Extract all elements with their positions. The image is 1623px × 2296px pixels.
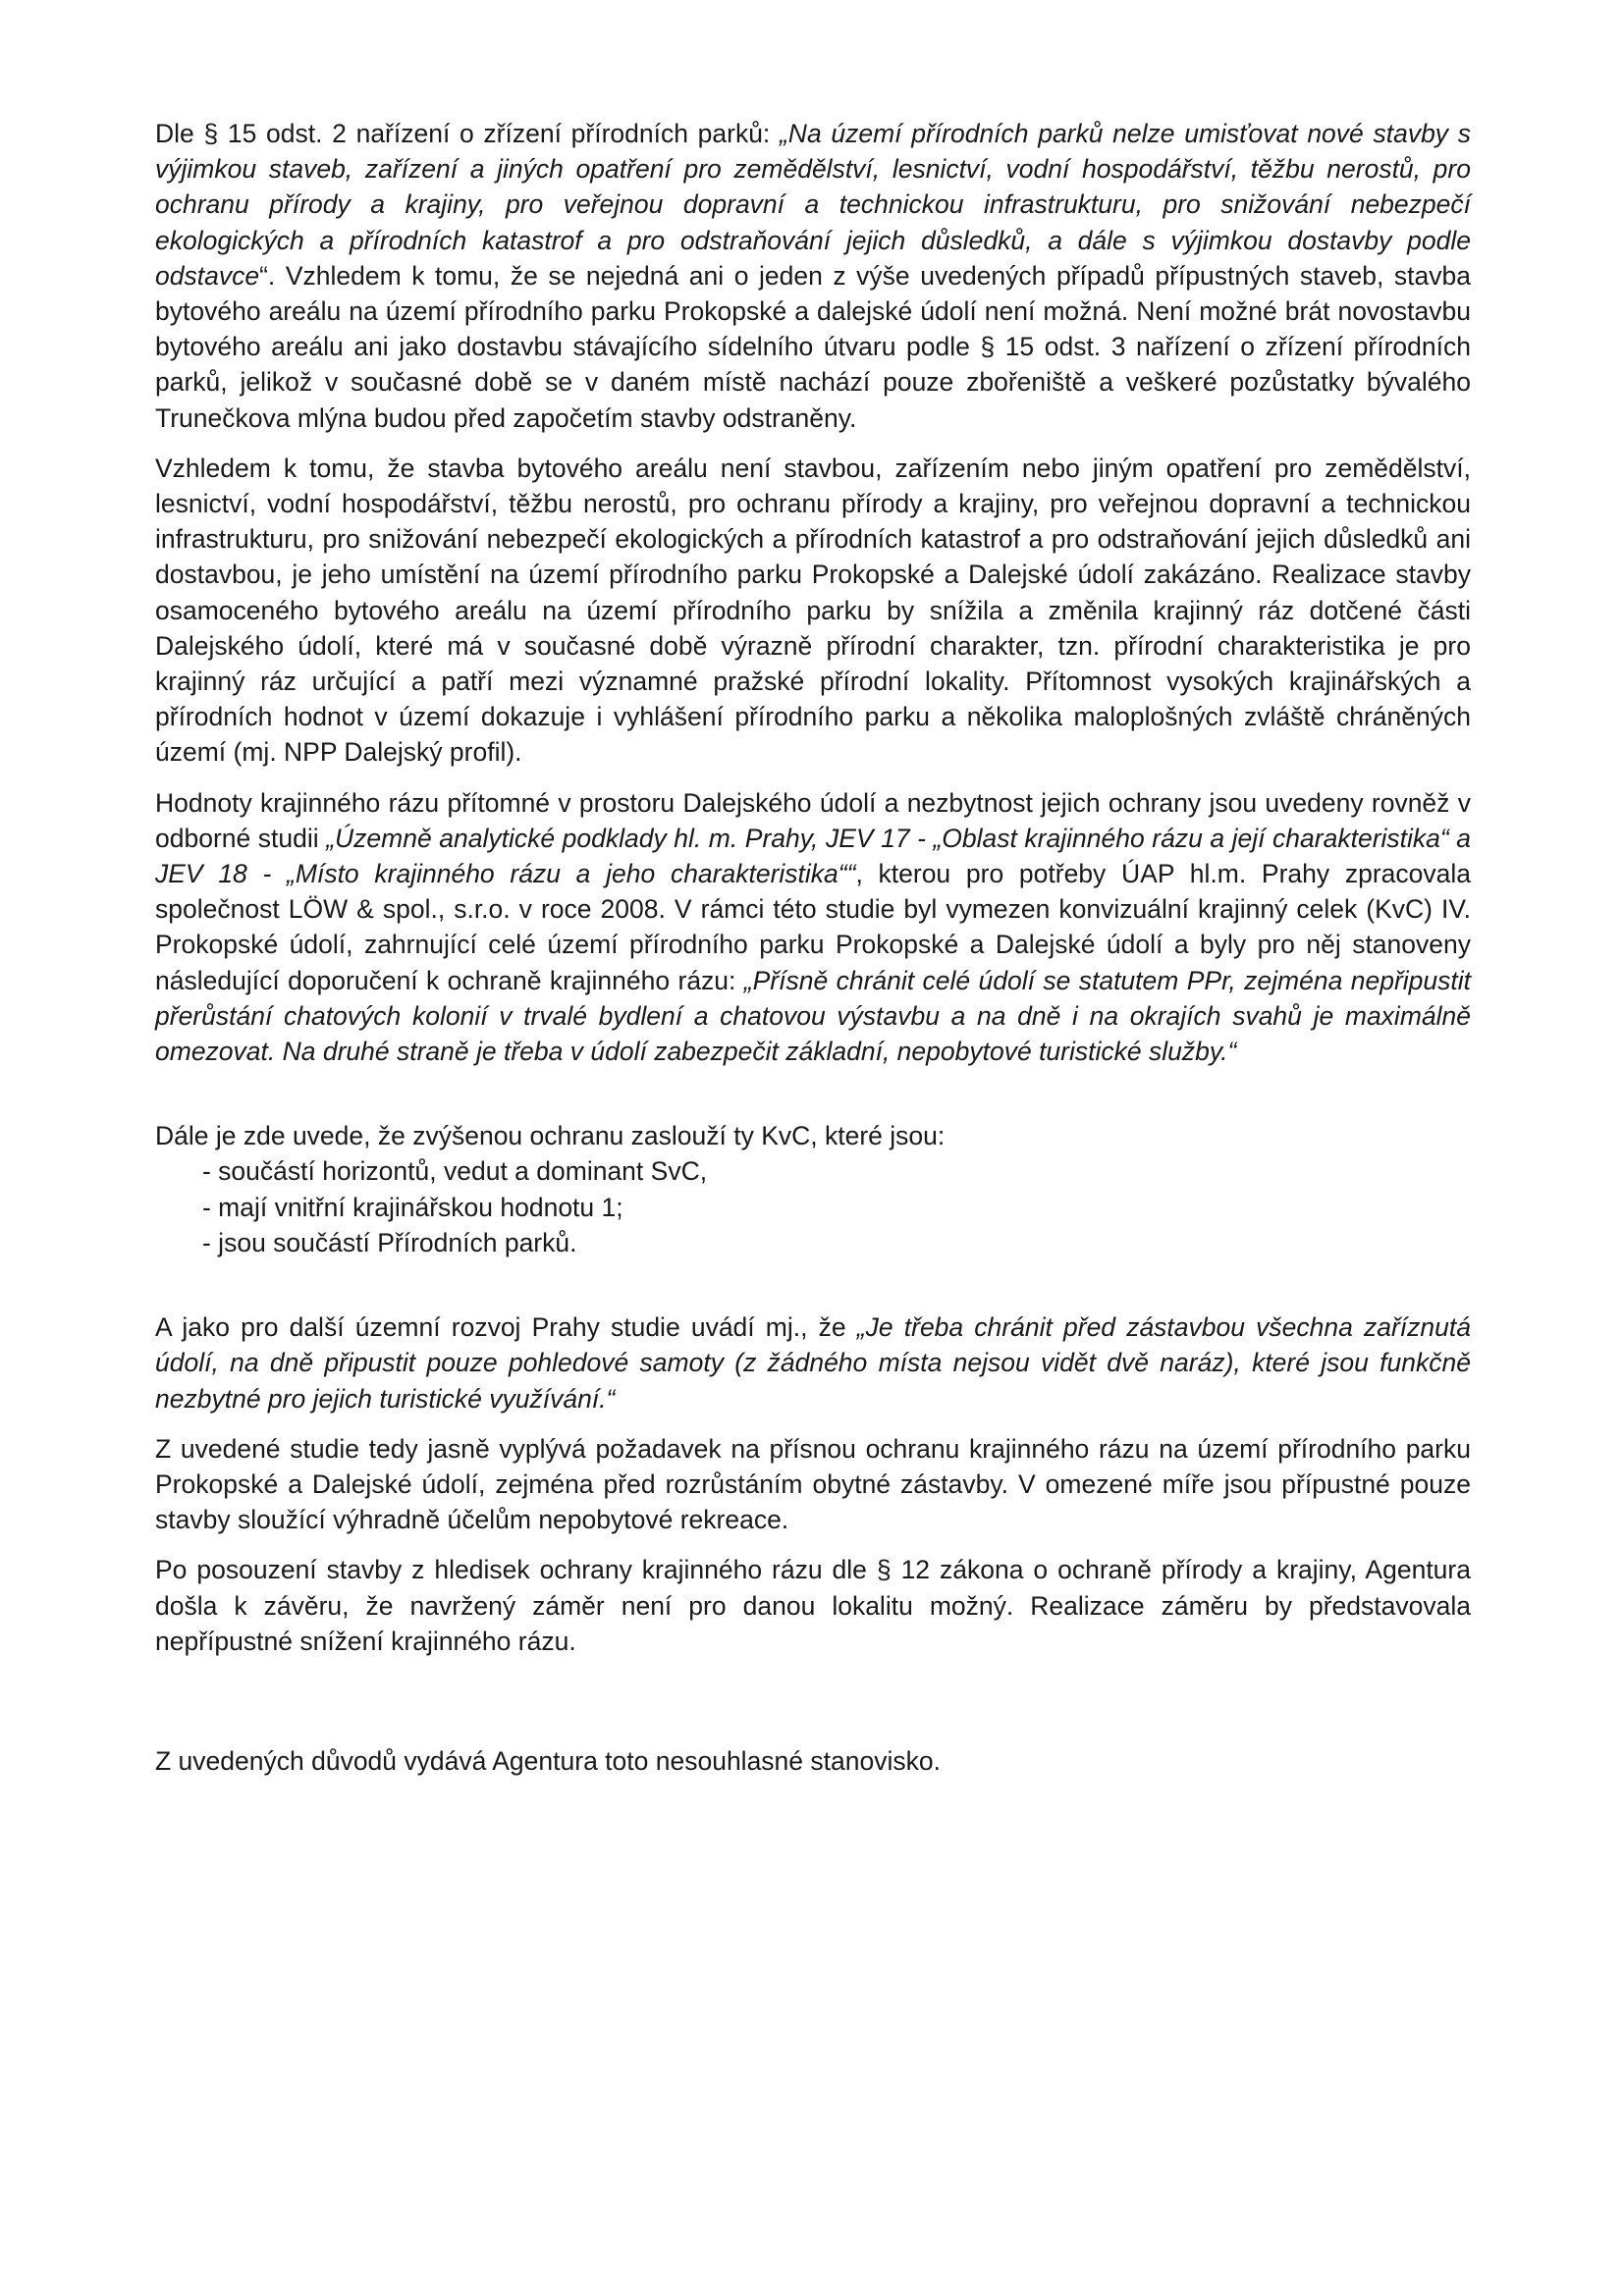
text-run-study-title: „Územně analytické podklady hl. m. Prahy, JEV 17 - „Oblast krajinného rázu a její charakteristika“ a JEV 18 - „Místo krajinného rázu a jeho charakteristika““ [155, 823, 1471, 889]
text-run: A jako pro další územní rozvoj Prahy studie uvádí mj., že [155, 1312, 857, 1343]
list-item: - součástí horizontů, vedut a dominant SvC, [202, 1156, 708, 1187]
text-run-quote: „Je třeba chránit před zástavbou všechna zaříznutá údolí, na dně připustit pouze pohledové samoty (z žádného místa nejsou vidět dvě naráz), které jsou funkčně nezbytné pro jejich turistické využívání.“ [155, 1312, 1471, 1414]
list-item: - mají vnitřní krajinářskou hodnotu 1; [202, 1192, 623, 1222]
paragraph-nature-park-regulation [155, 116, 1471, 436]
paragraph-study-conclusion: Z uvedené studie tedy jasně vyplývá požadavek na přísnou ochranu krajinného rázu na území přírodního parku Prokopské a Dalejské údolí, zejména před rozrůstáním obytné zástavby. V omezené míře jsou přípustné pouze stavby sloužící výhradně účelům nepobytové rekreace. [155, 1433, 1471, 1535]
paragraph-protection-criteria [155, 1118, 1471, 1260]
paragraph-final-statement: Z uvedených důvodů vydává Agentura toto nesouhlasné stanovisko. [155, 1745, 941, 1776]
paragraph-landscape-study [155, 785, 1471, 1070]
paragraph-assessment: Po posouzení stavby z hledisek ochrany krajinného rázu dle § 12 zákona o ochraně přírody a krajiny, Agentura došla k závěru, že navržený záměr není pro danou lokalitu možný. Realizace záměru by představovala nepřípustné snížení krajinného rázu. [155, 1555, 1471, 1656]
document-page [155, 116, 1471, 1779]
text-run: Hodnoty krajinného rázu přítomné v prostoru Dalejského údolí a nezbytnost jejich ochrany jsou uvedeny rovněž v odborné studii [155, 787, 1471, 853]
text-run: “. Vzhledem k tomu, že se nejedná ani o jeden z výše uvedených případů přípustných staveb, stavba bytového areálu na území přírodního parku Prokopské a dalejské údolí není možná. Není možné brát novostavbu bytového areálu ani jako dostavbu stávajícího sídelního útvaru podle § 15 odst. 3 nařízení o zřízení přírodních parků, jelikož v současné době se v daném místě nachází pouze zbořeniště a veškeré pozůstatky bývalého Trunečkova mlýna budou před započetím stavby odstraněny. [155, 260, 1471, 433]
criteria-list [155, 1153, 1471, 1260]
text-run: Dle § 15 odst. 2 nařízení o zřízení přírodních parků: [155, 119, 780, 148]
criteria-lead: Dále je zde uvede, že zvýšenou ochranu zaslouží ty KvC, které jsou: [155, 1121, 946, 1151]
text-run: , kterou pro potřeby ÚAP hl.m. Prahy zpracovala společnost LÖW & spol., s.r.o. v roce 2008. V rámci této studie byl vymezen konvizuální krajinný celek (KvC) IV. Prokopské údolí, zahrnující celé území přírodního parku Prokopské a Dalejské údolí a byly pro něj stanoveny následující doporučení k ochraně krajinného rázu: [155, 859, 1471, 995]
text-run-quote: „Na území přírodních parků nelze umisťovat nové stavby s výjimkou staveb, zařízení a jiných opatření pro zemědělství, lesnictví, vodní hospodářství, těžbu nerostů, pro ochranu přírody a krajiny, pro veřejnou dopravní a technickou infrastrukturu, pro snižování nebezpečí ekologických a přírodních katastrof a pro odstraňování jejich důsledků, a dále s výjimkou dostavby podle odstavce [155, 119, 1471, 291]
list-item: - jsou součástí Přírodních parků. [202, 1227, 577, 1257]
paragraph-construction-prohibited: Vzhledem k tomu, že stavba bytového areálu není stavbou, zařízením nebo jiným opatření pro zemědělství, lesnictví, vodní hospodářství, těžbu nerostů, pro ochranu přírody a krajiny, pro veřejnou dopravní a technickou infrastrukturu, pro snižování nebezpečí ekologických a přírodních katastrof a pro odstraňování jejich důsledků ani dostavbou, je jeho umístění na území přírodního parku Prokopské a Dalejské údolí zakázáno. Realizace stavby osamoceného bytového areálu na území přírodního parku by snížila a změnila krajinný ráz dotčené části Dalejského údolí, které má v současné době výrazně přírodní charakter, tzn. přírodní charakteristika je pro krajinný ráz určující a patří mezi významné pražské přírodní lokality. Přítomnost vysokých krajinářských a přírodních hodnot v území dokazuje i vyhlášení přírodního parku a několika maloplošných zvláště chráněných území (mj. NPP Dalejský profil). [155, 453, 1471, 768]
paragraph-development-study [155, 1309, 1471, 1416]
text-run-recommendation: „Přísně chránit celé údolí se statutem PPr, zejména nepřipustit přerůstání chatových kolonií v trvalé bydlení a chatovou výstavbu a na dně i na okrajích svahů je maximálně omezovat. Na druhé straně je třeba v údolí zabezpečit základní, nepobytové turistické služby.“ [155, 965, 1471, 1067]
